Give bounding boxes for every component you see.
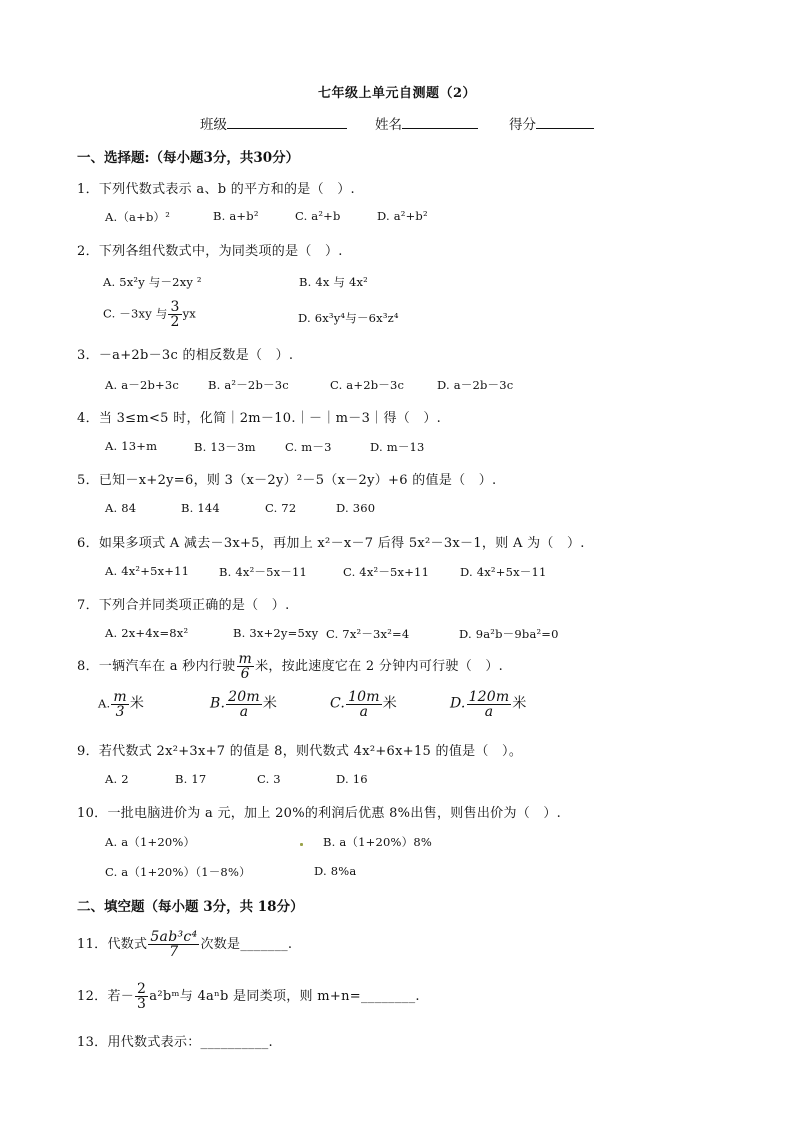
q6-option-c[interactable]: C. 4x²－5x+11 [343, 565, 430, 579]
q4-option-d[interactable]: D. m－13 [370, 440, 425, 454]
q8-option-b[interactable] [210, 690, 277, 719]
q8-option-a-letter: A. [98, 696, 111, 711]
q11-pre: 11．代数式 [77, 937, 148, 952]
fraction [237, 652, 255, 681]
q2-option-b[interactable]: B. 4x 与 4x² [299, 275, 368, 289]
q9-option-a[interactable]: A. 2 [105, 772, 129, 786]
q7-option-c[interactable]: C. 7x²－3x²=4 [326, 627, 410, 641]
fraction [135, 982, 148, 1011]
fraction [467, 690, 512, 719]
page-title: 七年级上单元自测题（2） [317, 86, 477, 101]
q3-option-c[interactable]: C. a+2b－3c [330, 378, 405, 392]
section-heading-fill: 二、填空题（每小题 3分，共 18分） [77, 899, 304, 915]
q5-option-c[interactable]: C. 72 [265, 501, 297, 515]
fraction-denominator: 2 [170, 314, 180, 330]
fraction [111, 690, 128, 719]
q2-option-d[interactable]: D. 6x³y⁴与－6x³z⁴ [298, 311, 399, 325]
unit-label: 米 [382, 695, 397, 712]
name-field [375, 113, 478, 133]
class-blank[interactable] [227, 114, 347, 129]
fraction-denominator: 3 [115, 704, 125, 720]
q8-option-c-letter: C. [330, 695, 346, 712]
q8-stem-post: 米，按此速度它在 2 分钟内可行驶（ ）. [255, 659, 504, 674]
unit-label: 米 [129, 695, 145, 712]
fraction [346, 690, 382, 719]
question-5: 5．已知－x+2y=6，则 3（x－2y）²－5（x－2y）+6 的值是（ ）. [77, 473, 497, 488]
q2-option-c-post: yx [182, 306, 196, 321]
q7-option-a[interactable]: A. 2x+4x=8x² [105, 626, 189, 640]
q8-stem-pre: 8．一辆汽车在 a 秒内行驶 [77, 659, 236, 674]
fraction-denominator: 7 [169, 944, 179, 960]
class-label: 班级 [200, 117, 227, 133]
question-9: 9．若代数式 2x²+3x+7 的值是 8，则代数式 4x²+6x+15 的值是（ ）。 [77, 744, 523, 759]
q4-option-c[interactable]: C. m－3 [285, 440, 332, 454]
q9-option-c[interactable]: C. 3 [257, 772, 281, 786]
question-6: 6．如果多项式 A 减去－3x+5，再加上 x²－x－7 后得 5x²－3x－1，则 A 为（ ）. [77, 536, 585, 551]
fraction-numerator: 2 [137, 981, 147, 997]
q8-option-b-letter: B. [210, 695, 226, 712]
q10-option-b[interactable]: B. a（1+20%）8% [323, 835, 432, 849]
name-label: 姓名 [375, 117, 402, 133]
q2-option-c-pre: C. －3xy 与 [103, 306, 168, 321]
fraction-numerator: 20m [228, 689, 260, 705]
fraction [168, 300, 181, 329]
name-blank[interactable] [402, 114, 478, 129]
score-label: 得分 [509, 117, 536, 133]
q10-option-a[interactable]: A. a（1+20%） [105, 835, 196, 849]
q2-option-a[interactable]: A. 5x²y 与－2xy ² [103, 275, 202, 289]
fraction-numerator: 120m [468, 689, 510, 705]
q12-pre: 12．若－ [77, 989, 135, 1004]
fraction-denominator: a [359, 704, 369, 720]
question-8 [77, 652, 503, 681]
fraction-numerator: m [238, 651, 253, 667]
fraction [226, 690, 262, 719]
question-2: 2．下列各组代数式中，为同类项的是（ ）. [77, 244, 343, 259]
q8-option-c[interactable] [330, 690, 397, 719]
q1-option-d[interactable]: D. a²+b² [377, 209, 428, 223]
unit-label: 米 [512, 695, 527, 712]
q9-option-b[interactable]: B. 17 [175, 772, 207, 786]
question-11 [77, 930, 292, 959]
q5-option-b[interactable]: B. 144 [181, 501, 220, 515]
q5-option-d[interactable]: D. 360 [336, 501, 376, 515]
q7-option-b[interactable]: B. 3x+2y=5xy [233, 626, 319, 640]
q4-option-a[interactable]: A. 13+m [105, 439, 158, 453]
q5-option-a[interactable]: A. 84 [105, 501, 137, 515]
fraction-denominator: 6 [240, 666, 250, 682]
q10-option-c[interactable]: C. a（1+20%）（1－8%） [105, 865, 251, 879]
q3-option-d[interactable]: D. a－2b－3c [437, 378, 514, 392]
section-heading-choice: 一、选择题:（每小题3分，共30分） [77, 150, 300, 166]
q4-option-b[interactable]: B. 13－3m [194, 440, 256, 454]
q3-option-a[interactable]: A. a－2b+3c [105, 378, 180, 392]
fraction-numerator: m [113, 689, 127, 705]
fraction-numerator: 5ab³c⁴ [150, 929, 198, 945]
question-1: 1．下列代数式表示 a、b 的平方和的是（ ）. [77, 182, 355, 197]
q2-option-c[interactable] [103, 300, 196, 329]
q9-option-d[interactable]: D. 16 [336, 772, 368, 786]
q8-option-d-letter: D. [450, 695, 466, 712]
question-3: 3．－a+2b－3c 的相反数是（ ）. [77, 348, 294, 363]
fraction-numerator: 3 [170, 299, 180, 315]
fraction-denominator: a [239, 704, 249, 720]
q7-option-d[interactable]: D. 9a²b－9ba²=0 [459, 627, 559, 641]
q1-option-a[interactable]: A.（a+b）² [105, 210, 171, 224]
class-field [200, 113, 347, 133]
fraction [148, 930, 199, 959]
question-12 [77, 982, 420, 1011]
score-field [509, 113, 594, 133]
q10-option-d[interactable]: D. 8%a [314, 864, 357, 878]
q8-option-d[interactable] [450, 690, 527, 719]
q3-option-b[interactable]: B. a²－2b－3c [208, 378, 289, 392]
q1-option-c[interactable]: C. a²+b [295, 209, 341, 223]
q12-post: a²bᵐ与 4aⁿb 是同类项，则 m+n=________. [149, 989, 420, 1004]
fraction-denominator: a [484, 704, 494, 720]
question-4: 4．当 3≤m<5 时，化简｜2m－10.｜－｜m－3｜得（ ）. [77, 411, 442, 426]
score-blank[interactable] [536, 114, 594, 129]
q1-option-b[interactable]: B. a+b² [213, 209, 259, 223]
q6-option-d[interactable]: D. 4x²+5x－11 [460, 565, 547, 579]
question-7: 7．下列合并同类项正确的是（ ）. [77, 598, 290, 613]
q6-option-b[interactable]: B. 4x²－5x－11 [219, 565, 308, 579]
fraction-denominator: 3 [137, 996, 147, 1012]
question-13: 13．用代数式表示：__________. [77, 1035, 273, 1050]
q6-option-a[interactable]: A. 4x²+5x+11 [105, 564, 190, 578]
q11-post: 次数是_______. [200, 937, 293, 952]
unit-label: 米 [262, 695, 278, 712]
q8-option-a[interactable] [98, 690, 144, 719]
question-10: 10．一批电脑进价为 a 元，加上 20%的利润后优惠 8%出售，则售出价为（ ）. [77, 806, 562, 821]
stray-mark [300, 843, 303, 846]
fraction-numerator: 10m [348, 689, 380, 705]
